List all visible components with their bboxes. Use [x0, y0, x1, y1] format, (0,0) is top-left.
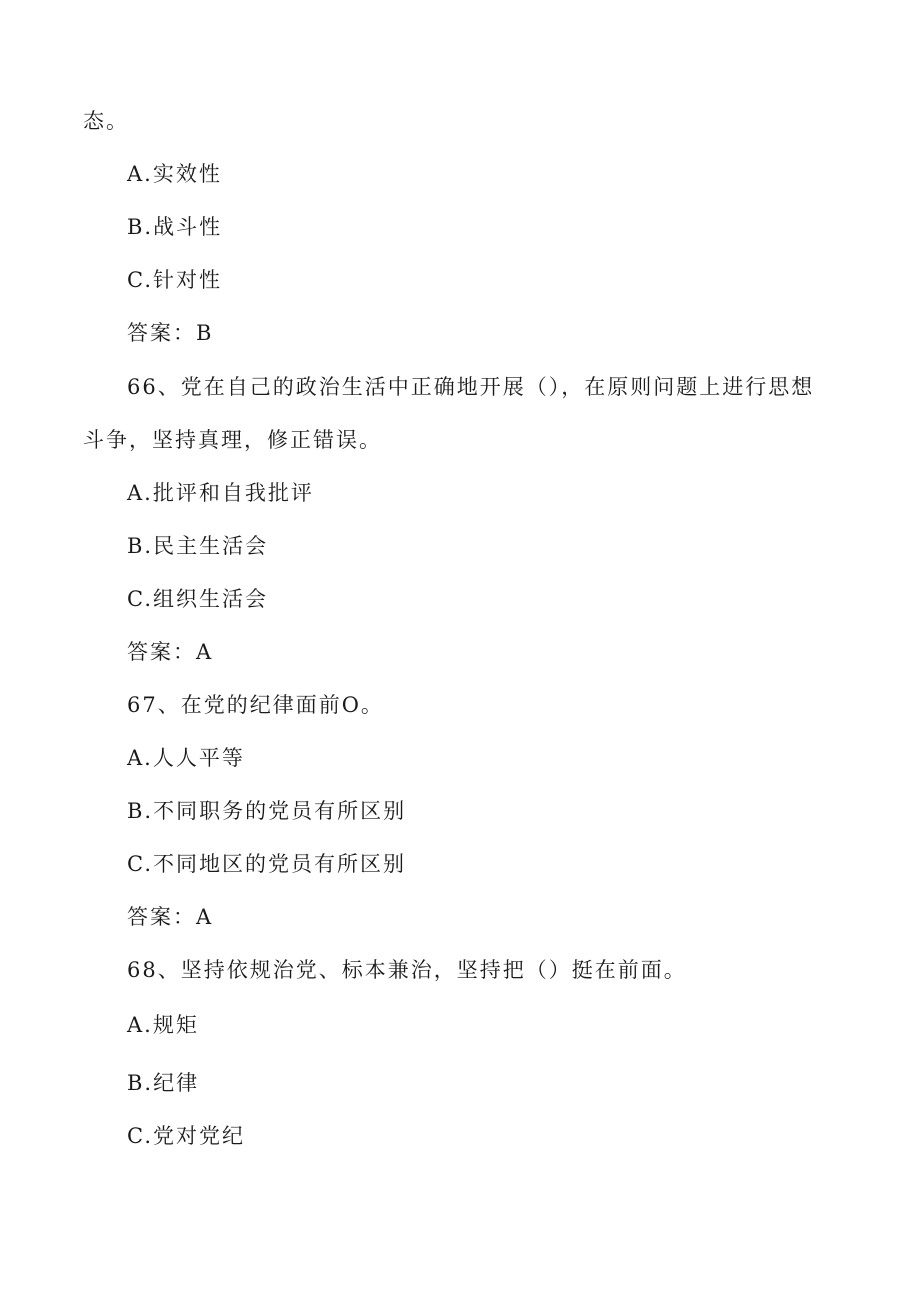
option-b: B.战斗性 [127, 215, 223, 239]
option-a: A.实效性 [127, 162, 222, 186]
answer: 答案：A [127, 640, 214, 664]
option-b: B.纪律 [127, 1071, 200, 1095]
option-c: C.不同地区的党员有所区别 [127, 852, 406, 876]
option-a: A.批评和自我批评 [127, 481, 314, 505]
question-66-continuation: 斗争，坚持真理，修正错误。 [83, 428, 382, 452]
answer: 答案：B [127, 321, 214, 345]
text-line: 态。 [83, 109, 129, 133]
answer: 答案：A [127, 905, 214, 929]
option-c: C.针对性 [127, 268, 222, 292]
option-a: A.规矩 [127, 1013, 199, 1037]
question-67: 67、在党的纪律面前O。 [127, 693, 384, 717]
question-68: 68、坚持依规治党、标本兼治，坚持把（）挺在前面。 [127, 958, 687, 982]
option-c: C.党对党纪 [127, 1124, 245, 1148]
question-66: 66、党在自己的政治生活中正确地开展（），在原则问题上进行思想 [127, 375, 815, 399]
option-b: B.民主生活会 [127, 534, 269, 558]
option-b: B.不同职务的党员有所区别 [127, 799, 407, 823]
option-c: C.组织生活会 [127, 587, 268, 611]
option-a: A.人人平等 [127, 746, 245, 770]
